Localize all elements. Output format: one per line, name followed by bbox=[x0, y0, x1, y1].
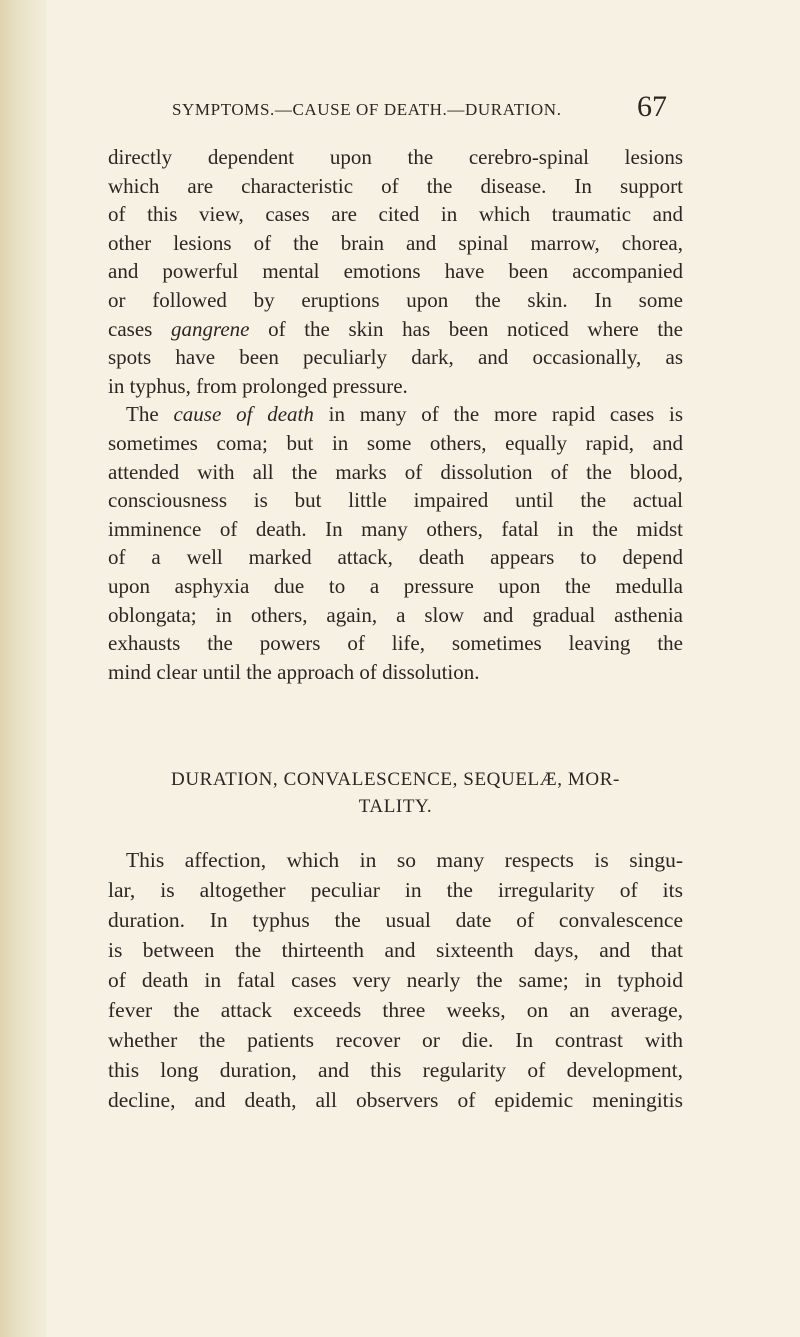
text-run: The bbox=[126, 402, 174, 427]
text-run: of the skin has been noticed where the bbox=[249, 316, 683, 341]
text-line: This affection, which in so many respects is singu- bbox=[126, 848, 683, 872]
text-line: lar, is altogether peculiar in the irregularity of its bbox=[108, 878, 683, 902]
italic-term-cause-of-death: cause of death bbox=[173, 402, 314, 427]
running-head-title: SYMPTOMS.—CAUSE OF DEATH.—DURATION. bbox=[172, 100, 562, 119]
text-line: sometimes coma; but in some others, equally rapid, and bbox=[108, 430, 683, 455]
text-line: in typhus, from prolonged pressure. bbox=[108, 373, 408, 398]
text-line: fever the attack exceeds three weeks, on an average, bbox=[108, 998, 683, 1022]
text-line: this long duration, and this regularity of development, bbox=[108, 1058, 683, 1082]
text-line: other lesions of the brain and spinal marrow, chorea, bbox=[108, 230, 683, 255]
paragraph-skin-eruptions bbox=[108, 143, 683, 400]
text-run: in many of the more rapid cases is bbox=[313, 402, 683, 427]
text-line: decline, and death, all observers of epidemic meningitis bbox=[108, 1088, 683, 1112]
section-body bbox=[108, 845, 683, 1115]
text-line: imminence of death. In many others, fatal in the midst bbox=[108, 516, 683, 541]
text-line: of death in fatal cases very nearly the same; in typhoid bbox=[108, 968, 683, 992]
text-line: and powerful mental emotions have been accompanied bbox=[108, 259, 683, 284]
italic-term-gangrene: gangrene bbox=[170, 316, 250, 341]
text-line: attended with all the marks of dissolution of the blood, bbox=[108, 459, 683, 484]
main-text bbox=[108, 143, 683, 686]
text-line bbox=[108, 400, 683, 429]
text-line: mind clear until the approach of dissolution. bbox=[108, 659, 480, 684]
text-line: of this view, cases are cited in which traumatic and bbox=[108, 202, 683, 227]
text-run: cases bbox=[108, 316, 171, 341]
text-line: exhausts the powers of life, sometimes leaving the bbox=[108, 631, 683, 656]
running-head bbox=[172, 90, 692, 126]
text-line: is between the thirteenth and sixteenth days, and that bbox=[108, 938, 683, 962]
text-line: duration. In typhus the usual date of convalescence bbox=[108, 908, 683, 932]
section-heading bbox=[108, 766, 683, 820]
text-line: oblongata; in others, again, a slow and gradual asthenia bbox=[108, 602, 683, 627]
section-heading-line: DURATION, CONVALESCENCE, SEQUELÆ, MOR- bbox=[171, 769, 620, 790]
page-number: 67 bbox=[637, 90, 667, 123]
section-heading-line: TALITY. bbox=[358, 796, 433, 817]
text-line bbox=[108, 315, 683, 344]
text-line: consciousness is but little impaired until the actual bbox=[108, 488, 683, 513]
text-line: spots have been peculiarly dark, and occasionally, as bbox=[108, 345, 683, 370]
text-line: directly dependent upon the cerebro-spinal lesions bbox=[108, 145, 683, 169]
text-line: whether the patients recover or die. In contrast with bbox=[108, 1028, 683, 1052]
paragraph-cause-of-death bbox=[108, 400, 683, 686]
text-line: or followed by eruptions upon the skin. In some bbox=[108, 287, 683, 312]
text-line: upon asphyxia due to a pressure upon the medulla bbox=[108, 573, 683, 598]
text-line: of a well marked attack, death appears to depend bbox=[108, 545, 683, 570]
text-line: which are characteristic of the disease. In support bbox=[108, 173, 683, 198]
paragraph-duration bbox=[108, 845, 683, 1115]
